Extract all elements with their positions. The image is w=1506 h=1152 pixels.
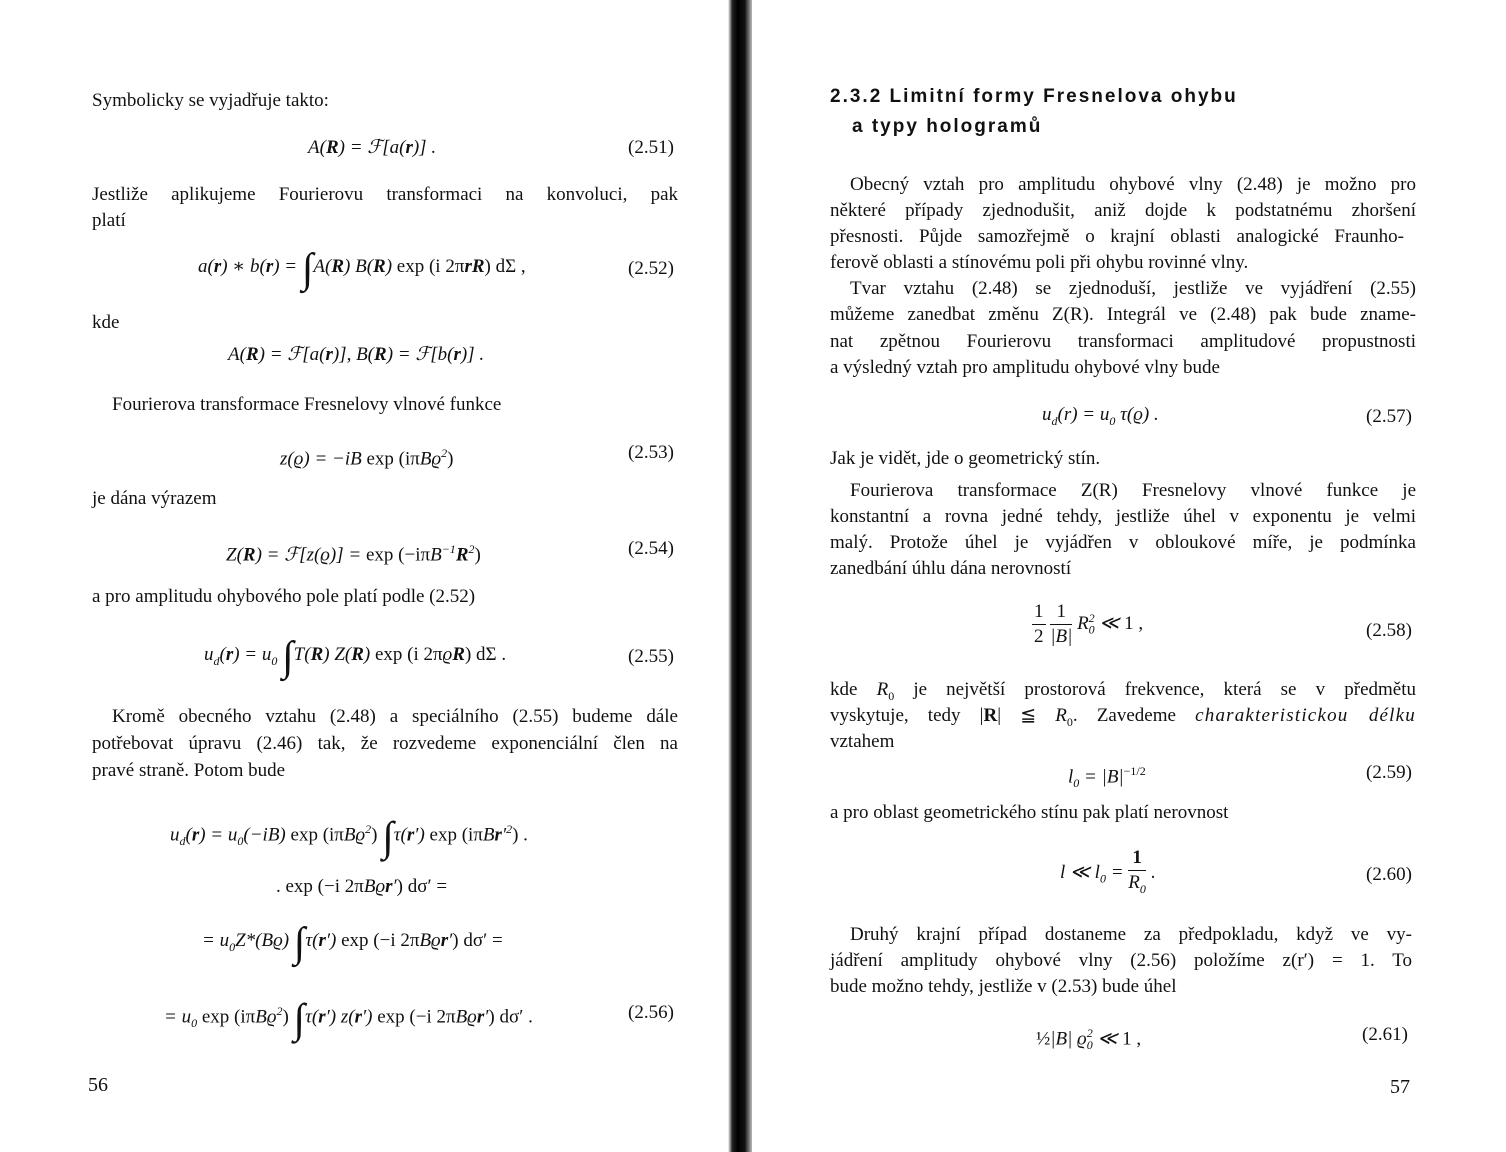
paragraph-convolution-line: Jestliže aplikujeme Fourierovu transformaci na konvoluci, pak bbox=[92, 184, 678, 205]
section-heading: 2.3.2 Limitní formy Fresnelova ohybu bbox=[830, 86, 1238, 107]
paragraph-fresnel: Fourierova transformace Fresnelovy vlnové funkce bbox=[112, 394, 502, 415]
equation-2-59: $l_0 = |B|^{-1/2}$ bbox=[1068, 764, 1146, 791]
paragraph-7-line: jádření amplitudy ohybové vlny (2.56) položíme z(r′) = 1. To bbox=[830, 950, 1412, 971]
equation-2-58: $\frac{1}{2}$ $\frac{1}{|B|}$ $R_0^2$ ≪ 1 , bbox=[1034, 601, 1144, 647]
paragraph-krome-line: Kromě obecného vztahu (2.48) a speciálního (2.55) budeme dále bbox=[112, 706, 678, 727]
paragraph-4-line: malý. Protože úhel je vyjádřen v obloukové míře, je podmínka bbox=[830, 532, 1416, 553]
paragraph-1-line: ferově oblasti a stínovému poli při ohybu rovinné vlny. bbox=[830, 252, 1249, 273]
equation-2-51: A(R) = ℱ[a(r)] . bbox=[308, 137, 437, 158]
equation-2-60: l ≪ $l_0$ = $\frac{1}{R_0}$ . bbox=[1060, 847, 1156, 896]
equation-2-55: $u_d(r) = u_0$ ∫T(R) Z(R) exp (i 2πϱR) dΣ . bbox=[204, 634, 507, 680]
paragraph-4-line: zanedbání úhlu dána nerovností bbox=[830, 558, 1072, 579]
equation-2-52: a(r) ∗ b(r) = ∫A(R) B(R) exp (i 2πrR) dΣ , bbox=[198, 246, 526, 292]
paragraph-6: a pro oblast geometrického stínu pak platí nerovnost bbox=[830, 802, 1229, 823]
left-page bbox=[0, 0, 728, 1152]
equation-label-2-52: (2.52) bbox=[628, 258, 674, 279]
kde-text: kde bbox=[92, 312, 120, 333]
equation-label-2-60: (2.60) bbox=[1366, 864, 1412, 885]
paragraph-krome-line: potřebovat úpravu (2.46) tak, že rozvedeme exponenciální člen na bbox=[92, 733, 678, 754]
paragraph-dana: je dána výrazem bbox=[92, 488, 217, 509]
equation-2-53: z(ϱ) = −iB exp (iπBϱ$^2$) bbox=[280, 446, 454, 470]
equation-2-56-line-2: . exp (−i 2πBϱr′) dσ′ = bbox=[276, 876, 448, 897]
equation-2-56-line-4: = $u_0$ exp (iπBϱ$^2$) ∫τ(r′) z(r′) exp (−i 2πBϱr′) dσ′ . bbox=[164, 996, 533, 1043]
emphasized-term: charakteristickou délku bbox=[1195, 705, 1416, 726]
paragraph-7-line: bude možno tehdy, jestliže v (2.53) bude úhel bbox=[830, 976, 1177, 997]
equation-label-2-54: (2.54) bbox=[628, 538, 674, 559]
paragraph-1-line: přesnosti. Půjde samozřejmě o krajní oblasti analogické Fraunho- bbox=[830, 226, 1404, 247]
equation-label-2-55: (2.55) bbox=[628, 646, 674, 667]
paragraph-convolution-line: platí bbox=[92, 210, 126, 231]
book-spine-shadow bbox=[728, 0, 752, 1152]
equation-2-56-line-3: = $u_0Z*(Bϱ)$ ∫τ(r′) exp (−i 2πBϱr′) dσ′ = bbox=[202, 920, 503, 966]
intro-text: Symbolicky se vyjadřuje takto: bbox=[92, 90, 329, 111]
equation-label-2-53: (2.53) bbox=[628, 442, 674, 463]
paragraph-5-line: vztahem bbox=[830, 731, 895, 752]
equation-2-61: ½|B| $ϱ_0^2$ ≪ 1 , bbox=[1036, 1026, 1142, 1053]
equation-2-56-line-1: $u_d(r) = u_0(-iB)$ exp (iπBϱ$^2$) ∫τ(r′) $\exp (i\pi Br'^2)$ . bbox=[170, 814, 528, 861]
equation-2-54: Z(R) = ℱ[z(ϱ)] = $\exp (-i\pi B^{-1}R^2)$ bbox=[226, 542, 481, 566]
paragraph-2-line: a výsledný vztah pro amplitudu ohybové vlny bude bbox=[830, 357, 1220, 378]
right-page bbox=[752, 0, 1506, 1152]
paragraph-5-line: vyskytuje, tedy |R| ≦ $R_0$. Zavedeme charakteristickou délku bbox=[830, 705, 1416, 729]
paragraph-3: Jak je vidět, jde o geometrický stín. bbox=[830, 448, 1101, 469]
equation-label-2-56: (2.56) bbox=[628, 1002, 674, 1023]
equation-2-57: $u_d(r) = u_0$ τ(ϱ) . bbox=[1042, 404, 1159, 428]
paragraph-5-line: kde $R_0$ je největší prostorová frekvence, která se v předmětu bbox=[830, 679, 1416, 703]
paragraph-2-line: nat zpětnou Fourierovu transformaci amplitudové propustnosti bbox=[830, 331, 1416, 352]
paragraph-7-line: Druhý krajní případ dostaneme za předpokladu, když ve vy- bbox=[850, 924, 1412, 945]
section-heading-continued: a typy hologramů bbox=[852, 116, 1043, 137]
paragraph-krome-line: pravé straně. Potom bude bbox=[92, 760, 286, 781]
equation-label-2-51: (2.51) bbox=[628, 137, 674, 158]
equation-label-2-57: (2.57) bbox=[1366, 406, 1412, 427]
equation-label-2-59: (2.59) bbox=[1366, 762, 1412, 783]
paragraph-4-line: Fourierova transformace Z(R) Fresnelovy vlnové funkce je bbox=[850, 480, 1416, 501]
page-number-left: 56 bbox=[88, 1074, 108, 1096]
equation-unlabeled-definitions: A(R) = ℱ[a(r)], B(R) = ℱ[b(r)] . bbox=[228, 344, 485, 365]
paragraph-4-line: konstantní a rovna jedné tehdy, jestliže úhel v exponentu je velmi bbox=[830, 506, 1416, 527]
page-number-right: 57 bbox=[1390, 1076, 1410, 1098]
equation-label-2-58: (2.58) bbox=[1366, 620, 1412, 641]
equation-label-2-61: (2.61) bbox=[1362, 1024, 1408, 1045]
paragraph-2-line: můžeme zanedbat změnu Z(R). Integrál ve (2.48) pak bude zname- bbox=[830, 304, 1416, 325]
paragraph-1-line: některé případy zjednodušit, aniž dojde k podstatnému zhoršení bbox=[830, 200, 1416, 221]
paragraph-1-line: Obecný vztah pro amplitudu ohybové vlny (2.48) je možno pro bbox=[850, 174, 1416, 195]
paragraph-2-line: Tvar vztahu (2.48) se zjednoduší, jestliže ve vyjádření (2.55) bbox=[850, 278, 1416, 299]
paragraph-amplitude: a pro amplitudu ohybového pole platí podle (2.52) bbox=[92, 586, 476, 607]
